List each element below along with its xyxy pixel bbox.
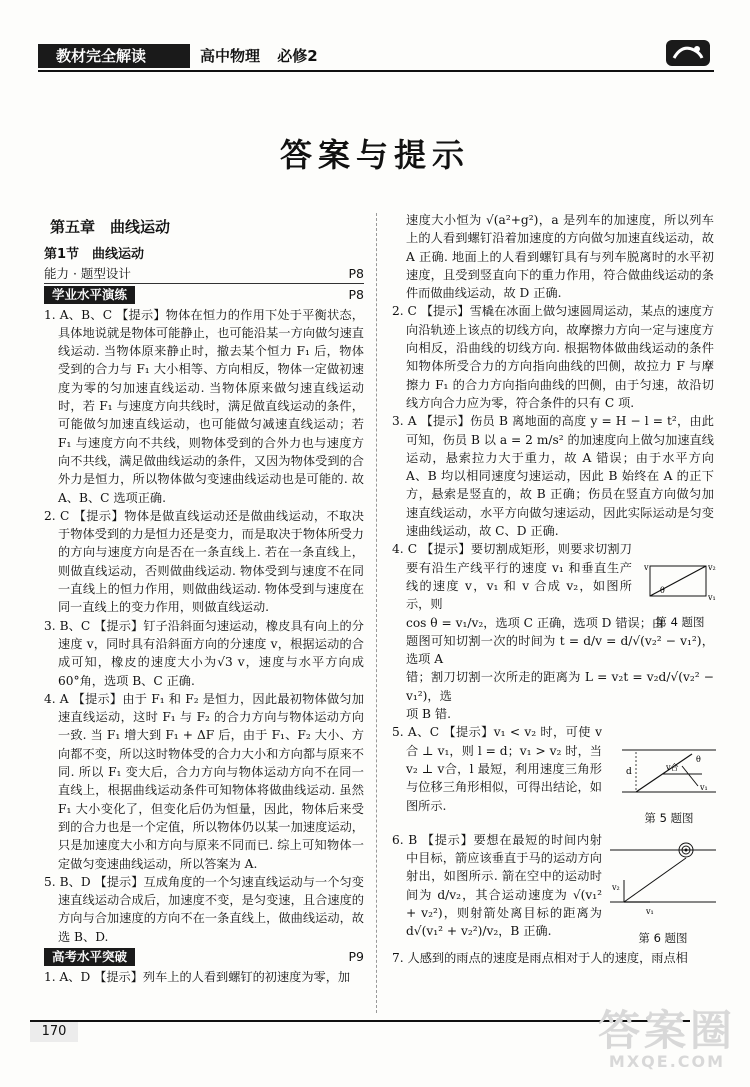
answer-item-continued: 错；割刀切割一次所走的距离为 L = v₂t = v₂d/√(v₂² − v₁²)，选	[406, 670, 714, 703]
answer-item: 1. A、D 【提示】列车上的人看到螺钉的初速度为零，加	[44, 969, 351, 984]
running-header	[38, 44, 714, 72]
figure-4	[644, 560, 716, 630]
left-column	[44, 218, 364, 986]
river-crossing-diagram	[622, 746, 716, 796]
page-title: 答案与提示	[279, 136, 470, 174]
svg-text:v: v	[644, 563, 649, 572]
answer-item: 5. B、D 【提示】互成角度的一个匀速直线运动与一个匀变速直线运动合成后，加速度不变，是匀变速，且合速度的方向与合加速度的方向不在一条直线上，做曲线运动，故选 B、D.	[44, 874, 364, 944]
page-number: 170	[30, 1020, 78, 1042]
answer-item: 4. A 【提示】由于 F₁ 和 F₂ 是恒力，因此最初物体做匀加速直线运动，这时 F₁ 与 F₂ 的合力方向与物体运动方向一致. 当 F₁ 增大到 F₁ + ΔF 后，由于 F₁、F₂ 大小、方向都不变，所以这时物体受的合力大小和方向都与原来不同. 所以 F₁ 变大后，合力方向与物体运动方向不在同一直线上，根据曲线运动条件可知物体将做曲线运动. 虽然 F₁ 大小变化了，但变化后仍为恒量，因此，物体后来受到的合力也是一个定值，所以物体仍以某一加速度运动，只是加速度大小和方向与原来不同而已. 综上可知物体一定做匀变速曲线运动，所以答案为 A.	[44, 691, 364, 871]
answer-item: 7. 人感到的雨点的速度是雨点相对于人的速度，雨点相	[392, 950, 688, 965]
chapter-heading: 第五章 曲线运动	[50, 218, 171, 236]
svg-text:v₁: v₁	[700, 783, 708, 792]
answer-item: 1. A、B、C 【提示】物体在恒力的作用下处于平衡状态，具体地说就是物体可能静止，也可能沿某一方向做匀速直线运动. 当物体原来静止时，撤去某个恒力 F₁ 后，物体受到的合力与 F₁ 大小相等、方向相反，物体一定做初速度为零的匀加速直线运动. 当物体原来做匀速直线运动时，若 F₁ 与速度方向共线时，满足做直线运动的条件，可能做匀加速直线运动，也可能做匀减速直线运动；若 F₁ 与速度方向不共线，则物体受到的合外力也与速度方向不共线，满足做曲线运动的条件，又因为物体受到的合外力是恒力，所以物体做匀变速曲线运动也是可能的. 故 A、B、C 选项正确.	[44, 307, 364, 505]
practice-page: P8	[348, 286, 364, 302]
svg-text:d: d	[626, 767, 632, 777]
answer-item: 2. C 【提示】物体是做直线运动还是做曲线运动，不取决于物体受到的力是恒力还是变力，而是取决于物体所受力的方向与速度方向是否在一条直线上. 若在一条直线上，则做直线运动，否则做曲线运动. 物体受到与速度不在同一直线上的恒力作用，则做曲线运动. 物体受到与速度在同一直线上的变力作用，则做直线运动.	[44, 508, 364, 615]
publisher-logo-icon	[664, 38, 712, 68]
figure-5-caption: 第 5 题图	[644, 811, 694, 825]
answer-item: 3. B、C 【提示】钉子沿斜面匀速运动，橡皮具有向上的分速度 v，同时具有沿斜面方向的分速度 v，根据运动的合成可知，橡皮的速度大小为√3 v，速度与水平方向成 60°角，选项 B、C 正确.	[44, 618, 364, 688]
svg-text:v合: v合	[666, 763, 679, 772]
exam-page: P9	[348, 949, 364, 965]
exam-bar	[44, 948, 364, 967]
figure-5	[622, 746, 716, 825]
footer-rule	[30, 1020, 690, 1022]
watermark-line2: MXQE.COM	[608, 1052, 726, 1071]
volume-label: 必修2	[277, 47, 318, 65]
watermark	[597, 1006, 736, 1071]
figure-6-caption: 第 6 题图	[638, 931, 688, 945]
svg-text:θ: θ	[660, 586, 665, 595]
exam-tag: 高考水平突破	[44, 948, 135, 966]
svg-text:v₂: v₂	[612, 883, 620, 892]
subsection-heading: 能力 · 题型设计	[44, 265, 131, 281]
watermark-line1: 答案圈	[597, 1006, 736, 1055]
answer-item-continued: cos θ = v₁/v₂，选项 C 正确，选项 D 错误；由	[406, 615, 665, 630]
svg-text:v₁: v₁	[708, 593, 716, 602]
subsection-page: P8	[348, 265, 364, 281]
answer-item: 6. B 【提示】要想在最短的时间内射中目标，箭应该垂直于马的运动方向射出，如图所示. 箭在空中的运动时间为 d/v₂，其合运动速度为 √(v₁² + v₂²)，则射箭处离目标的距离为 d√(v₁² + v₂²)/v₂，B 正确.	[392, 832, 602, 939]
svg-text:v₂: v₂	[708, 563, 716, 572]
answer-item: 5. A、C 【提示】v₁ < v₂ 时，可使 v合 ⊥ v₁，则 l = d；v₁ > v₂ 时，当 v₂ ⊥ v合，l 最短，利用速度三角形与位移三角形相似，可得出结论，如图所示.	[392, 725, 602, 813]
practice-bar	[44, 286, 364, 305]
practice-tag: 学业水平演练	[44, 286, 135, 304]
archery-diagram	[610, 840, 716, 918]
answer-item: 4. C 【提示】要切割成矩形，则要求切割刀要有沿生产线平行的速度 v₁ 和垂直生产线的速度 v，v₁ 和 v 合成 v₂，如图所示，则	[392, 542, 632, 612]
answer-item-continued: 速度大小恒为 √(a²+g²)，a 是列车的加速度，所以列车上的人看到螺钉沿着加速度的方向做匀加速直线运动，故 A 正确. 地面上的人看到螺钉具有与列车脱离时的水平初速度，且受到竖直向下的重力作用，符合做曲线运动的条件而做曲线运动，故 D 正确.	[406, 213, 714, 301]
column-divider	[376, 213, 377, 1013]
svg-text:θ: θ	[696, 755, 701, 764]
figure-6	[610, 840, 716, 946]
answer-item-continued: 项 B 错.	[406, 707, 451, 722]
subject-label: 高中物理	[200, 47, 261, 65]
svg-text:v₁: v₁	[646, 907, 654, 916]
figure-4-caption: 第 4 题图	[655, 615, 705, 629]
answer-item: 2. C 【提示】雪橇在冰面上做匀速圆周运动，某点的速度方向沿轨迹上该点的切线方向，故摩擦力方向一定与速度方向相反，沿曲线的切线方向. 根据物体做曲线运动的条件知物体所受合力的方向指向曲线的凹侧，故拉力 F 与摩擦力 F₁ 的合力方向指向曲线的凹侧，由于匀速，故沿切线方向合力应为零，符合条件的只有 C 项.	[392, 304, 714, 410]
section-heading: 第1节 曲线运动	[44, 247, 145, 263]
answer-item: 3. A 【提示】伤员 B 离地面的高度 y = H − l = t²，由此可知，伤员 B 以 a = 2 m/s² 的加速度向上做匀加速直线运动，悬索拉力大于重力，故 A 错误；由于水平方向 A、B 均以相同速度匀速运动，因此 B 始终在 A 的正下方，悬索是竖直的，故 B 正确；伤员在竖直方向做匀加速直线运动，水平方向做匀速运动，因此实际运动是匀变速曲线运动，故 C、D 正确.	[392, 414, 714, 539]
book-title: 教材完全解读	[38, 44, 190, 68]
answer-item-continued: 题图可知切割一次的时间为 t = d/v = d/√(v₂² − v₁²)，选项 A	[406, 633, 714, 667]
book-subtitle	[200, 44, 330, 68]
subsection-row	[44, 265, 364, 284]
velocity-rectangle-diagram	[644, 560, 716, 606]
